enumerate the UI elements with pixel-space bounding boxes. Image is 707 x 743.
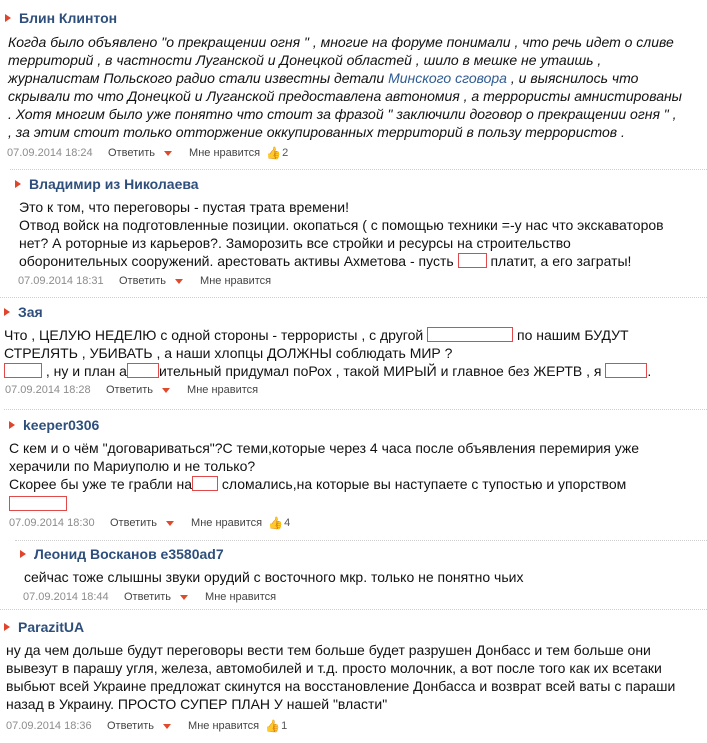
thumbs-up-icon[interactable]: 👍 — [265, 719, 281, 733]
like-count: 1 — [281, 720, 288, 732]
comment — [10, 169, 707, 294]
comment-date: 07.09.2014 18:31 — [18, 275, 104, 287]
comment-meta — [9, 516, 290, 530]
caret-down-icon — [180, 595, 188, 600]
comment-divider — [10, 169, 707, 170]
author-name[interactable]: keeper0306 — [23, 417, 100, 433]
like-button[interactable]: Мне нравится — [191, 517, 263, 529]
reply-button[interactable]: Ответить — [106, 384, 170, 396]
comment — [4, 409, 707, 539]
censored-word — [192, 476, 218, 491]
comment-meta — [6, 719, 287, 733]
comment-divider — [0, 297, 707, 298]
comment-header — [15, 176, 199, 192]
arrow-right-icon — [15, 180, 23, 188]
reply-button[interactable]: Ответить — [108, 147, 172, 159]
like-button[interactable]: Мне нравится — [189, 147, 261, 159]
comment-header — [4, 619, 84, 635]
comment-date: 07.09.2014 18:24 — [7, 147, 93, 159]
comment-date: 07.09.2014 18:30 — [9, 517, 95, 529]
arrow-right-icon — [4, 308, 12, 316]
author-name[interactable]: ParazitUA — [18, 619, 85, 635]
comment — [15, 540, 707, 606]
like-button[interactable]: Мне нравится — [205, 591, 277, 603]
author-name[interactable]: Блин Клинтон — [19, 10, 118, 26]
comment — [0, 0, 707, 170]
comment-text: сейчас тоже слышны звуки орудий с восточного мкр. только не понятно чьих — [24, 569, 524, 585]
arrow-right-icon — [5, 14, 13, 22]
minsk-link[interactable]: Минского сговора — [388, 70, 507, 86]
comment — [0, 609, 707, 743]
author-name[interactable]: Зая — [18, 304, 43, 320]
arrow-right-icon — [20, 550, 28, 558]
comment-text: ну да чем дольше будут переговоры вести тем больше будет разрушен Донбасс и тем больше они вывезут в парашу угля, железа, автомобилей и т.д. просто молочник, а вот после того как их всетаки выбьют всей Украине предложат скинутся на восстановление Донбасса и возврат всей ваты с параши назад в Украину. ПРОСТО СУПЕР ПЛАН У нашей "власти" — [6, 642, 676, 712]
comment-meta — [18, 275, 271, 287]
comment-date: 07.09.2014 18:44 — [23, 591, 109, 603]
censored-word — [458, 253, 487, 268]
caret-down-icon — [166, 521, 174, 526]
censored-word — [605, 363, 647, 378]
arrow-right-icon — [4, 623, 12, 631]
like-count: 4 — [284, 517, 291, 529]
like-button[interactable]: Мне нравится — [188, 720, 260, 732]
comment-meta — [7, 146, 288, 160]
comment-meta — [23, 591, 276, 603]
censored-word — [4, 363, 42, 378]
comment-date: 07.09.2014 18:28 — [5, 384, 91, 396]
like-button[interactable]: Мне нравится — [200, 275, 272, 287]
comment-divider — [4, 409, 707, 410]
comment-divider — [15, 540, 707, 541]
comment-text: Когда было объявлено "о прекращении огня " , многие на форуме понимали , что речь идет о сливе территорий , в частности Луганской и Донецкой областей , шило в мешке не утаишь , журналистам Польского радио стали известны детали Минского сговора , и выяснилось что скрывали то что Донецкой и Луганской предоставлена автономия , а террористы амнистированы . Хотя многим было уже понятно что стоит за фразой " заключили договор о прекращении огня " , , за этим стоит только отторжение оккупированных территорий в пользу террористов . — [8, 34, 682, 140]
comment-date: 07.09.2014 18:36 — [6, 720, 92, 732]
like-button[interactable]: Мне нравится — [187, 384, 259, 396]
thumbs-up-icon[interactable]: 👍 — [268, 516, 284, 530]
author-name[interactable]: Владимир из Николаева — [29, 176, 199, 192]
comment-text: Это к том, что переговоры - пустая трата времени! Отвод войск на подготовленные позиции. окопаться ( с помощью техники =-у нас что экскаваторов нет? А роторные из карьеров?. Заморозить все стройки и ресурсы на строительство оборонительных сооружений. арестовать активы Ахметова - пусть платит, а его заграты! — [19, 199, 664, 269]
reply-button[interactable]: Ответить — [107, 720, 171, 732]
comment-text: С кем и о чём "договариваться"?С теми,которые через 4 часа после объявления перемирия уже херачили по Мариуполю и не только? Скорее бы уже те грабли на сломались,на которые вы наступаете с тупостью и упорством — [9, 439, 695, 513]
comment-header — [5, 10, 117, 26]
comment-header — [9, 417, 99, 433]
thumbs-up-icon[interactable]: 👍 — [266, 146, 282, 160]
reply-button[interactable]: Ответить — [124, 591, 188, 603]
reply-button[interactable]: Ответить — [110, 517, 174, 529]
comment-text: Что , ЦЕЛУЮ НЕДЕЛЮ с одной стороны - террористы , с другой по нашим БУДУТ СТРЕЛЯТЬ , УБИВАТЬ , а наши хлопцы ДОЛЖНЫ соблюдать МИР ? , ну и план а ительный придумал поРох , такой МИРЫЙ и главное без ЖЕРТВ , я . — [4, 327, 652, 379]
caret-down-icon — [175, 279, 183, 284]
censored-word — [427, 327, 513, 342]
comment — [0, 297, 707, 405]
comment-header — [20, 546, 224, 562]
caret-down-icon — [163, 724, 171, 729]
arrow-right-icon — [9, 421, 17, 429]
like-count: 2 — [282, 147, 289, 159]
comment-divider — [0, 609, 707, 610]
author-name[interactable]: Леонид Восканов e3580ad7 — [34, 546, 224, 562]
caret-down-icon — [162, 388, 170, 393]
censored-word — [9, 496, 67, 511]
reply-button[interactable]: Ответить — [119, 275, 183, 287]
comment-header — [4, 304, 43, 320]
caret-down-icon — [164, 151, 172, 156]
comment-meta — [5, 384, 258, 396]
censored-word — [127, 363, 159, 378]
